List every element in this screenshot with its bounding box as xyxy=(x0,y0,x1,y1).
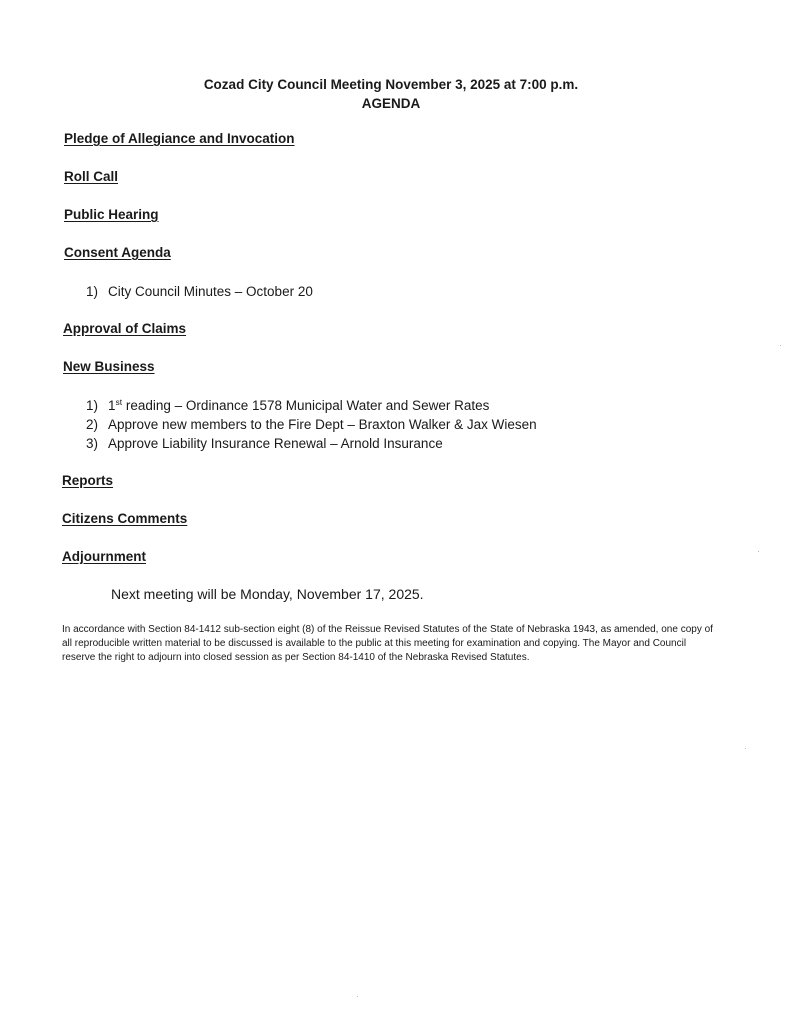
list-item xyxy=(86,434,537,453)
heading-consent-agenda: Consent Agenda xyxy=(64,245,171,260)
heading-adjournment: Adjournment xyxy=(62,549,146,564)
statutory-notice: In accordance with Section 84-1412 sub-section eight (8) of the Reissue Revised Statutes of the State of Nebraska 1943, as amended, one copy of all reproducible written material to be discussed is available to the public at this meeting for examination and copying. The Mayor and Council reserve the right to adjourn into closed session as per Section 84-1410 of the Nebraska Revised Statutes. xyxy=(62,624,713,663)
list-item-number: 1) xyxy=(86,398,99,413)
next-meeting-note: Next meeting will be Monday, November 17, 2025. xyxy=(111,586,424,602)
ordinal-suffix: st xyxy=(115,397,123,407)
new-business-list xyxy=(86,396,537,453)
list-item xyxy=(86,415,537,434)
heading-citizens-comments: Citizens Comments xyxy=(62,511,188,526)
heading-approval-of-claims: Approval of Claims xyxy=(63,321,187,336)
list-item-text: Approve Liability Insurance Renewal – Arnold Insurance xyxy=(108,436,443,451)
heading-reports: Reports xyxy=(62,473,114,488)
document-header xyxy=(0,75,782,113)
list-item-number: 1) xyxy=(86,284,99,299)
list-item-text: reading – Ordinance 1578 Municipal Water and Sewer Rates xyxy=(122,398,490,413)
list-item-text: City Council Minutes – October 20 xyxy=(108,284,313,299)
document-subtitle: AGENDA xyxy=(361,96,421,111)
list-item xyxy=(86,396,537,415)
list-item-text: Approve new members to the Fire Dept – Braxton Walker & Jax Wiesen xyxy=(108,417,537,432)
heading-roll-call: Roll Call xyxy=(64,169,119,184)
list-item xyxy=(86,282,313,301)
heading-pledge: Pledge of Allegiance and Invocation xyxy=(64,131,295,146)
document-title: Cozad City Council Meeting November 3, 2025 at 7:00 p.m. xyxy=(203,77,579,92)
scan-speck xyxy=(357,996,358,997)
scan-speck xyxy=(780,345,781,346)
ordinal-number: 1 xyxy=(108,398,116,413)
heading-new-business: New Business xyxy=(63,359,155,374)
list-item-number: 3) xyxy=(86,436,99,451)
heading-public-hearing: Public Hearing xyxy=(64,207,159,222)
consent-agenda-list xyxy=(86,282,313,301)
scan-speck xyxy=(758,551,759,552)
list-item-number: 2) xyxy=(86,417,99,432)
scan-speck xyxy=(745,748,746,749)
